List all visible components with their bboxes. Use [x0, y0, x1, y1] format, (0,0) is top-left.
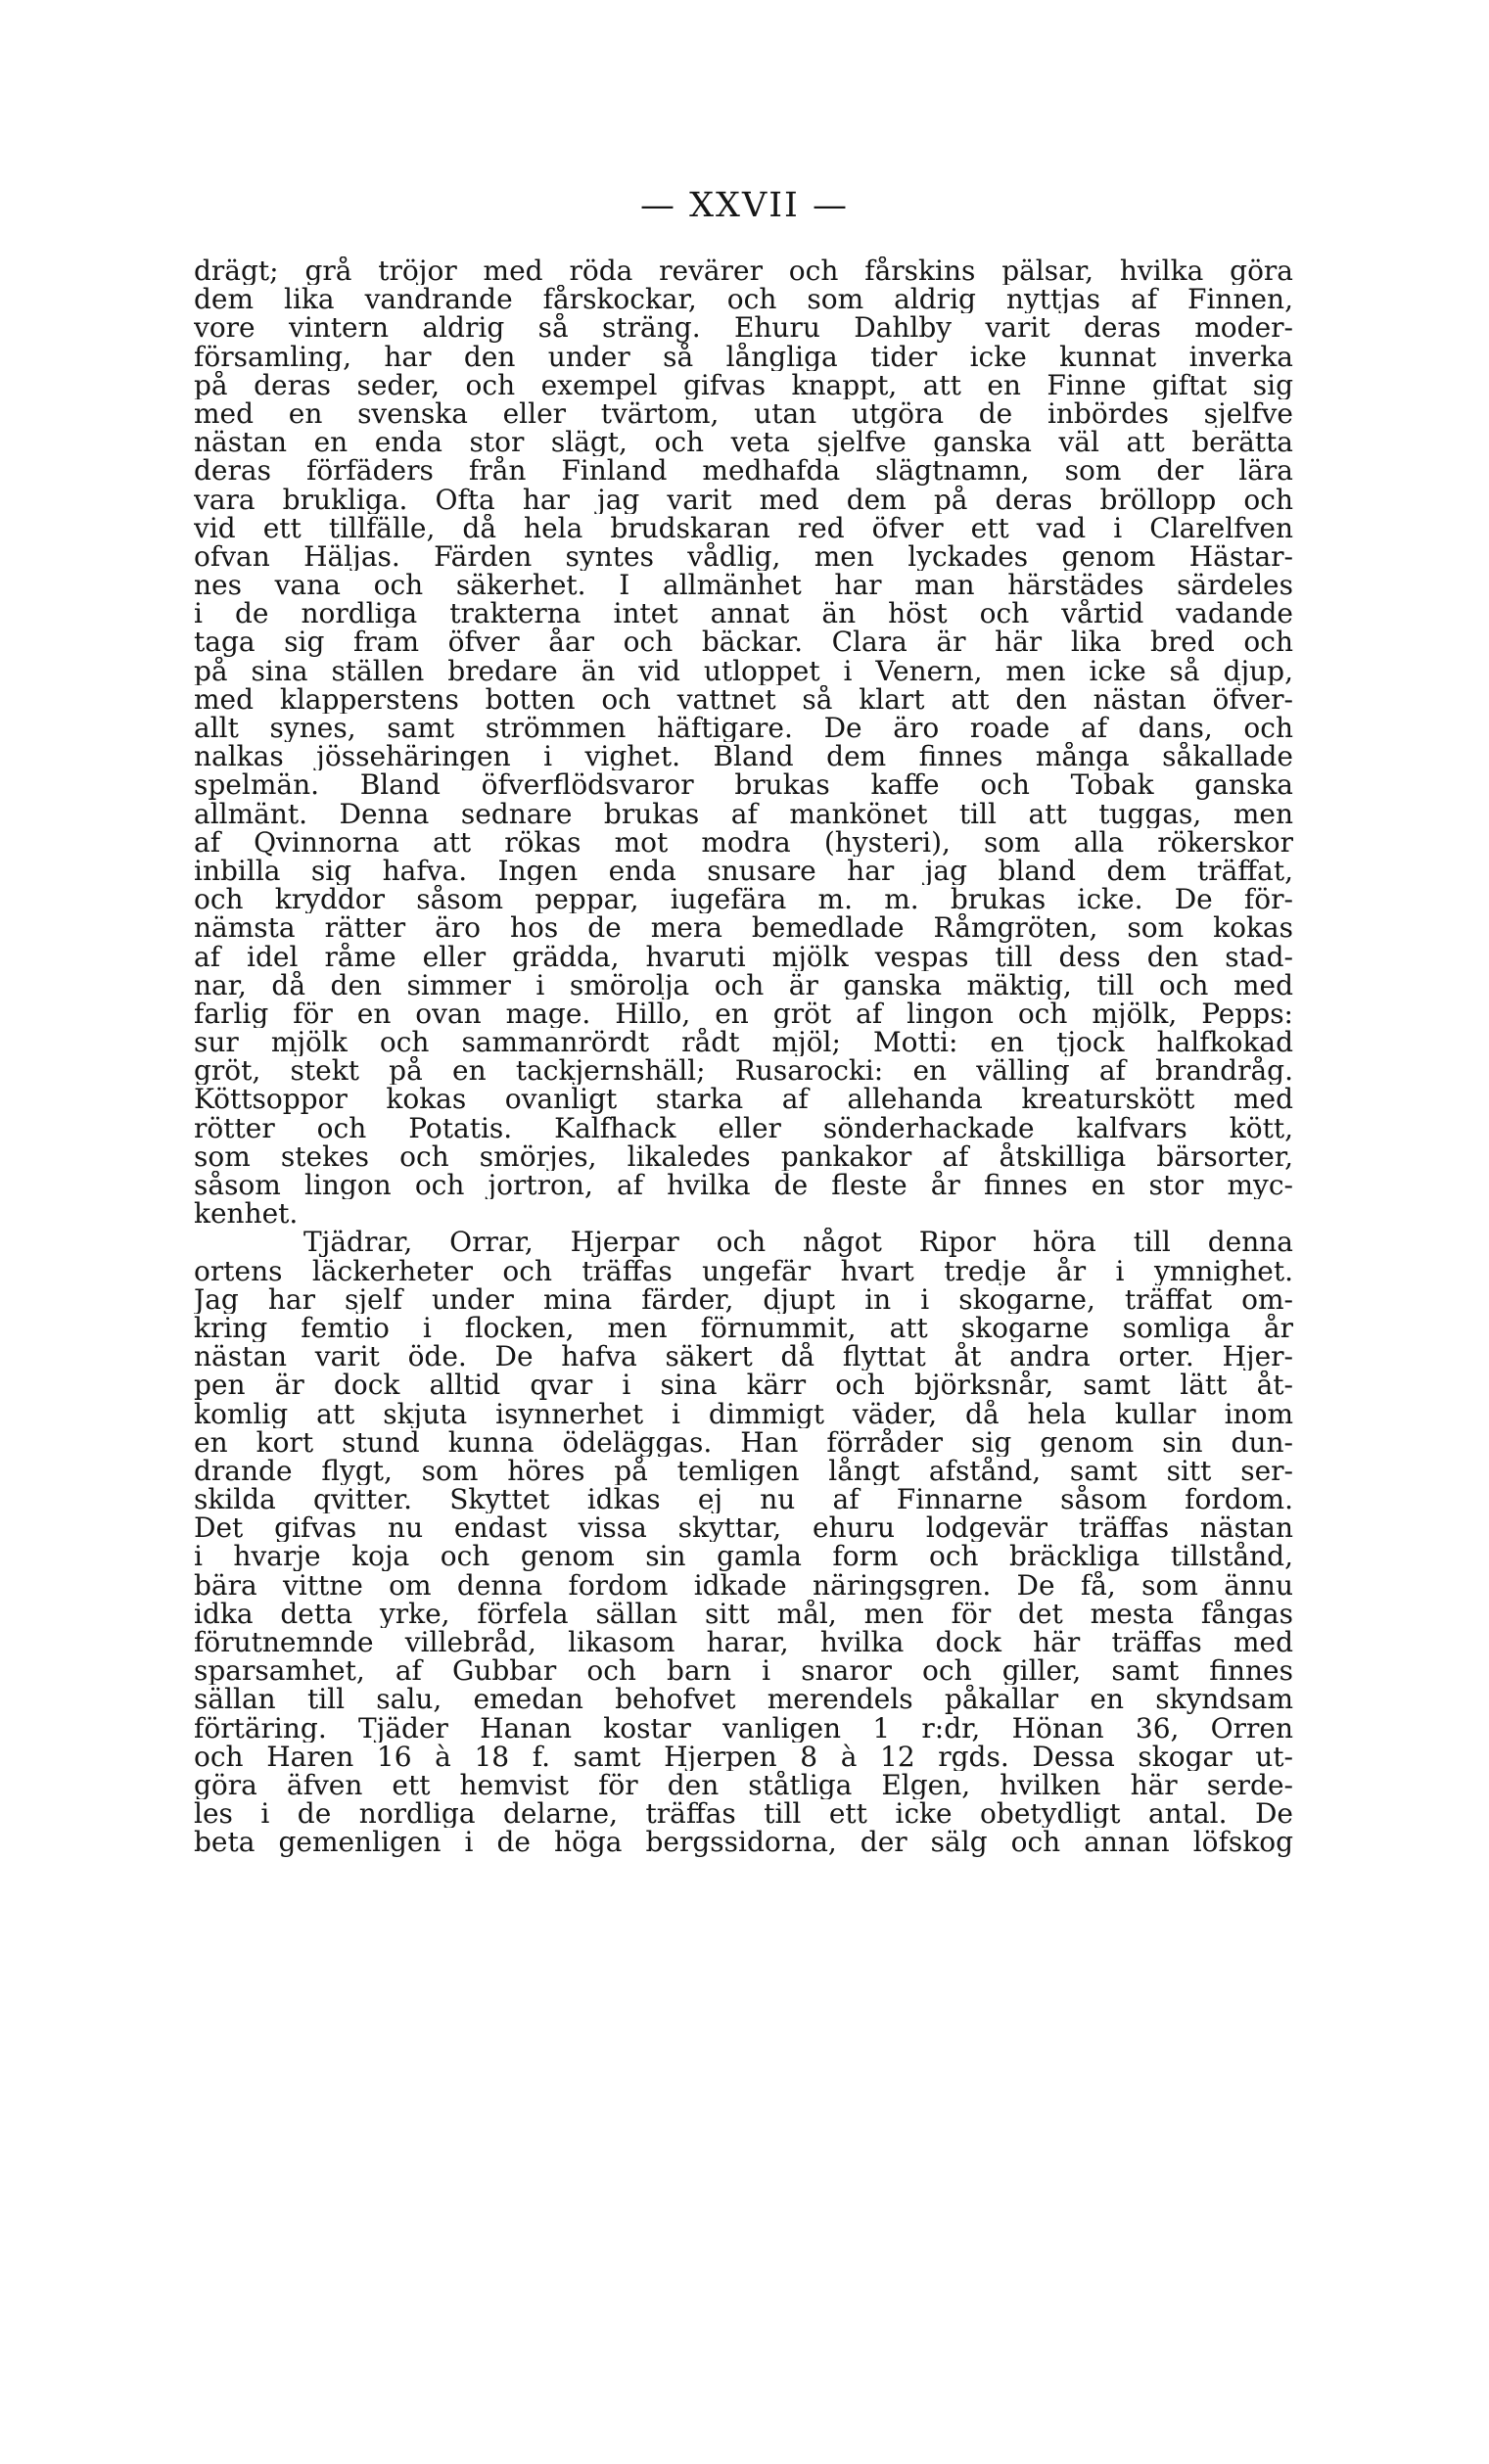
text-line: pen är dock alltid qvar i sina kärr och björksnår, samt lätt åt- — [194, 1371, 1293, 1400]
text-line: vore vintern aldrig så sträng. Ehuru Dahlby varit deras moder- — [194, 313, 1293, 343]
text-line: allmänt. Denna sednare brukas af mankönet till att tuggas, men — [194, 799, 1293, 828]
text-line: med en svenska eller tvärtom, utan utgöra de inbördes sjelfve — [194, 398, 1293, 429]
text-line: inbilla sig hafva. Ingen enda snusare har jag bland dem träffat, — [194, 856, 1293, 886]
text-line: komlig att skjuta isynnerhet i dimmigt väder, då hela kullar inom — [194, 1399, 1293, 1428]
text-line: sällan till salu, emedan behofvet merendels påkallar en skyndsam — [194, 1685, 1293, 1714]
text-line: i hvarje koja och genom sin gamla form och bräckliga tillstånd, — [194, 1542, 1293, 1571]
text-line: och kryddor såsom peppar, iugefära m. m. brukas icke. De för- — [194, 885, 1293, 914]
text-line: ortens läckerheter och träffas ungefär hvart tredje år i ymnighet. — [194, 1256, 1293, 1285]
text-line: och Haren 16 à 18 f. samt Hjerpen 8 à 12 rgds. Dessa skogar ut- — [194, 1742, 1293, 1771]
text-line: gröt, stekt på en tackjernshäll; Rusarocki: en välling af brandråg. — [194, 1056, 1293, 1086]
body-text — [194, 256, 1293, 1857]
text-line: vara brukliga. Ofta har jag varit med dem på deras bröllopp och — [194, 485, 1293, 514]
text-line: kring femtio i flocken, men förnummit, att skogarne somliga år — [194, 1313, 1293, 1343]
text-line: på sina ställen bredare än vid utloppet i Venern, men icke så djup, — [194, 656, 1293, 685]
text-line: förutnemnde villebråd, likasom harar, hvilka dock här träffas med — [194, 1628, 1293, 1657]
text-line: rötter och Potatis. Kalfhack eller sönderhackade kalfvars kött, — [194, 1113, 1293, 1142]
text-line: taga sig fram öfver åar och bäckar. Clara är här lika bred och — [194, 628, 1293, 657]
text-line: nästan varit öde. De hafva säkert då flyttat åt andra orter. Hjer- — [194, 1342, 1293, 1371]
text-line: drande flygt, som höres på temligen långt afstånd, samt sitt ser- — [194, 1456, 1293, 1486]
text-line: med klapperstens botten och vattnet så klart att den nästan öfver- — [194, 684, 1293, 714]
text-line: drägt; grå tröjor med röda revärer och fårskins pälsar, hvilka göra — [194, 256, 1293, 286]
text-line: beta gemenligen i de höga bergssidorna, der sälg och annan löfskog — [194, 1828, 1293, 1857]
text-line: kenhet. — [194, 1199, 299, 1229]
text-line: en kort stund kunna ödeläggas. Han förråder sig genom sin dun- — [194, 1427, 1293, 1457]
text-line: sparsamhet, af Gubbar och barn i snaror och giller, samt finnes — [194, 1656, 1293, 1686]
text-line: nar, då den simmer i smörolja och är ganska mäktig, till och med — [194, 970, 1293, 1000]
text-line: af idel råme eller grädda, hvaruti mjölk vespas till dess den stad- — [194, 942, 1293, 971]
text-line: Jag har sjelf under mina färder, djupt in i skogarne, träffat om- — [194, 1284, 1293, 1314]
text-line: spelmän. Bland öfverflödsvaror brukas kaffe och Tobak ganska — [194, 770, 1293, 800]
text-line: Köttsoppor kokas ovanligt starka af allehanda kreaturskött med — [194, 1085, 1293, 1114]
text-line: skilda qvitter. Skyttet idkas ej nu af Finnarne såsom fordom. — [194, 1485, 1293, 1514]
page-number: — XXVII — — [639, 186, 849, 225]
text-line: församling, har den under så långliga tider icke kunnat inverka — [194, 342, 1293, 371]
text-line: allt synes, samt strömmen häftigare. De äro roade af dans, och — [194, 714, 1293, 743]
text-line: Tjädrar, Orrar, Hjerpar och något Ripor höra till denna — [303, 1228, 1293, 1257]
text-line: nes vana och säkerhet. I allmänhet har man härstädes särdeles — [194, 571, 1293, 600]
text-line: bära vittne om denna fordom idkade näringsgren. De få, som ännu — [194, 1570, 1293, 1600]
text-line: i de nordliga trakterna intet annat än höst och vårtid vadande — [194, 599, 1293, 628]
text-line: deras förfäders från Finland medhafda slägtnamn, som der lära — [194, 456, 1293, 486]
text-line: på deras seder, och exempel gifvas knappt, att en Finne giftat sig — [194, 370, 1293, 399]
text-line: nämsta rätter äro hos de mera bemedlade Råmgröten, som kokas — [194, 913, 1293, 943]
text-line: som stekes och smörjes, likaledes pankakor af åtskilliga bärsorter, — [194, 1141, 1293, 1171]
text-line: nalkas jössehäringen i vighet. Bland dem finnes många såkallade — [194, 742, 1293, 771]
text-line: såsom lingon och jortron, af hvilka de fleste år finnes en stor myc- — [194, 1171, 1293, 1200]
text-line: les i de nordliga delarne, träffas till ett icke obetydligt antal. De — [194, 1799, 1293, 1829]
text-line: idka detta yrke, förfela sällan sitt mål, men för det mesta fångas — [194, 1599, 1293, 1628]
text-line: ofvan Häljas. Färden syntes vådlig, men lyckades genom Hästar- — [194, 541, 1293, 572]
text-line: Det gifvas nu endast vissa skyttar, ehuru lodgevär träffas nästan — [194, 1513, 1293, 1543]
text-line: dem lika vandrande fårskockar, och som aldrig nyttjas af Finnen, — [194, 285, 1293, 314]
text-line: farlig för en ovan mage. Hillo, en gröt af lingon och mjölk, Pepps: — [194, 999, 1293, 1029]
text-line: af Qvinnorna att rökas mot modra (hysteri), som alla rökerskor — [194, 827, 1293, 857]
text-line: göra äfven ett hemvist för den ståtliga Elgen, hvilken här serde- — [194, 1770, 1293, 1800]
text-line: nästan en enda stor slägt, och veta sjelfve ganska väl att berätta — [194, 428, 1293, 457]
text-line: vid ett tillfälle, då hela brudskaran red öfver ett vad i Clarelfven — [194, 513, 1293, 542]
text-line: sur mjölk och sammanrördt rådt mjöl; Motti: en tjock halfkokad — [194, 1028, 1293, 1057]
text-line: förtäring. Tjäder Hanan kostar vanligen 1 r:dr, Hönan 36, Orren — [194, 1713, 1293, 1743]
